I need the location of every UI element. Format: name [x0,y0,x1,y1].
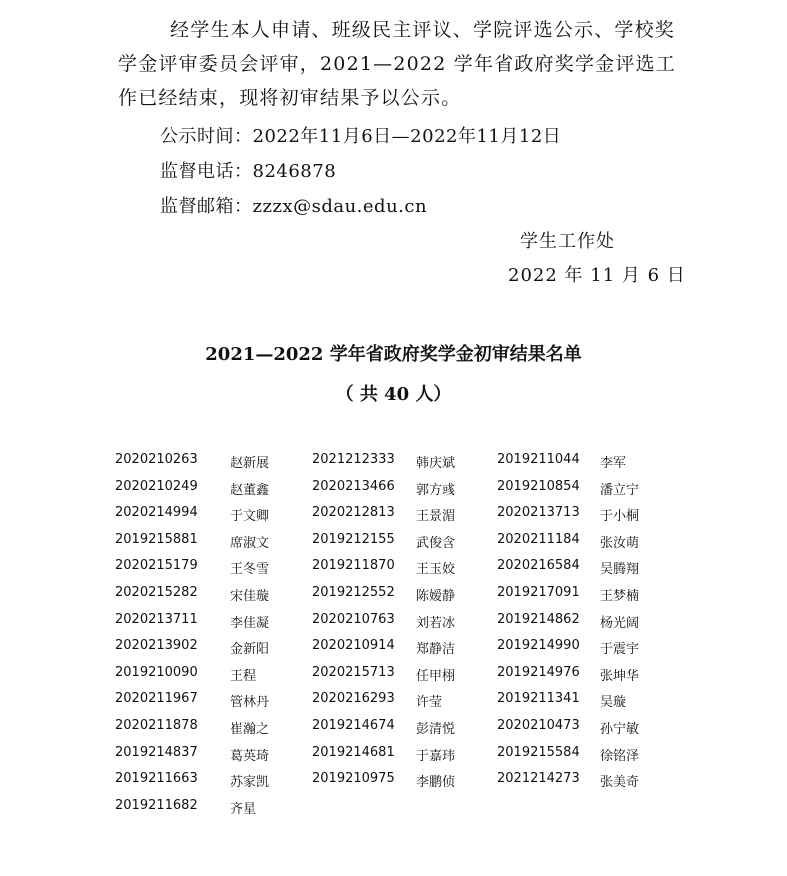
student-name: 郭方彧 [416,482,456,498]
student-id: 2019211663 [115,771,198,787]
student-id: 2019211870 [312,558,395,574]
student-name: 王景湄 [416,509,456,525]
student-name: 张美奇 [600,775,640,791]
student-name: 齐星 [230,801,257,817]
student-name: 宋佳璇 [230,589,270,604]
student-id: 2019214674 [312,718,395,733]
student-id: 2020213466 [312,478,395,494]
student-id: 2019217091 [497,585,580,600]
student-name: 吴腾翔 [600,562,640,578]
student-name: 苏家凯 [230,775,270,791]
student-name: 孙宁敏 [600,722,640,737]
student-id: 2019214862 [497,611,580,627]
student-id: 2020214994 [115,505,198,521]
student-id: 2020211878 [115,718,198,733]
student-name: 杨光阔 [600,615,640,631]
student-name: 许莹 [416,695,443,711]
list-count: （ 共 40 人） [335,384,452,405]
student-name: 张汝萌 [600,535,640,551]
student-id: 2019211682 [115,797,198,813]
supervision-phone: 监督电话：8246878 [160,161,337,182]
notice-paragraph-text: 经学生本人申请、班级民主评议、学院评选公示、学校奖学金评审委员会评审，2021—2022 学年省政府奖学金评选工作已经结束，现将初审结果予以公示。 [118,19,676,109]
student-id: 2019212552 [312,585,395,600]
student-id: 2019211341 [497,691,580,707]
student-name: 席淑文 [230,535,270,551]
student-name: 李军 [600,456,627,471]
student-name: 金新阳 [230,642,270,658]
student-name: 赵董鑫 [230,482,270,498]
student-id: 2020211184 [497,531,580,547]
student-id: 2019214976 [497,664,580,680]
student-name: 王梦楠 [600,589,640,604]
student-name: 葛英琦 [230,748,270,764]
student-name: 武俊含 [416,535,456,551]
student-name: 王玉姣 [416,562,456,578]
student-name: 王程 [230,668,257,684]
student-id: 2019211044 [497,452,580,467]
student-name: 于嘉玮 [416,748,456,764]
student-id: 2020215713 [312,664,395,680]
notice-period: 公示时间：2022年11月6日—2022年11月12日 [160,126,562,147]
student-name: 崔瀚之 [230,722,270,737]
student-name: 李佳凝 [230,615,270,631]
student-id: 2020211967 [115,691,198,707]
student-id: 2020210763 [312,611,395,627]
student-id: 2019215881 [115,531,198,547]
list-title: 2021—2022 学年省政府奖学金初审结果名单 [205,344,582,365]
student-name: 管林丹 [230,695,270,711]
student-name: 李鹏侦 [416,775,456,791]
student-id: 2020210914 [312,638,395,654]
student-id: 2021212333 [312,452,395,467]
student-id: 2020213902 [115,638,198,654]
student-name: 张坤华 [600,668,640,684]
student-name: 于文卿 [230,509,270,525]
student-name: 韩庆斌 [416,456,456,471]
student-id: 2019210854 [497,478,580,494]
student-id: 2019210090 [115,664,198,680]
student-id: 2020215179 [115,558,198,574]
student-id: 2020215282 [115,585,198,600]
student-name: 徐铭泽 [600,748,640,764]
student-id: 2021214273 [497,771,580,787]
issue-date: 2022 年 11 月 6 日 [508,265,686,286]
student-name: 任甲栩 [416,668,456,684]
student-id: 2019214837 [115,744,198,760]
student-id: 2020213711 [115,611,198,627]
student-id: 2019210975 [312,771,395,787]
student-id: 2019212155 [312,531,395,547]
student-name: 吴璇 [600,695,627,711]
student-id: 2020210263 [115,452,198,467]
student-name: 王冬雪 [230,562,270,578]
student-id: 2020213713 [497,505,580,521]
student-id: 2020216584 [497,558,580,574]
student-id: 2019214681 [312,744,395,760]
student-name: 郑静洁 [416,642,456,658]
student-id: 2019215584 [497,744,580,760]
student-id: 2020210249 [115,478,198,494]
student-name: 赵新展 [230,456,270,471]
student-name: 陈嫒静 [416,589,456,604]
student-id: 2019214990 [497,638,580,654]
student-name: 刘若冰 [416,615,456,631]
notice-paragraph [118,13,678,115]
student-name: 彭清悦 [416,722,456,737]
student-id: 2020210473 [497,718,580,733]
supervision-email: 监督邮箱：zzzx@sdau.edu.cn [160,196,428,217]
student-id: 2020212813 [312,505,395,521]
issuing-office: 学生工作处 [520,231,615,252]
student-name: 于小桐 [600,509,640,525]
student-id: 2020216293 [312,691,395,707]
student-name: 于震宇 [600,642,640,658]
student-name: 潘立宁 [600,482,640,498]
